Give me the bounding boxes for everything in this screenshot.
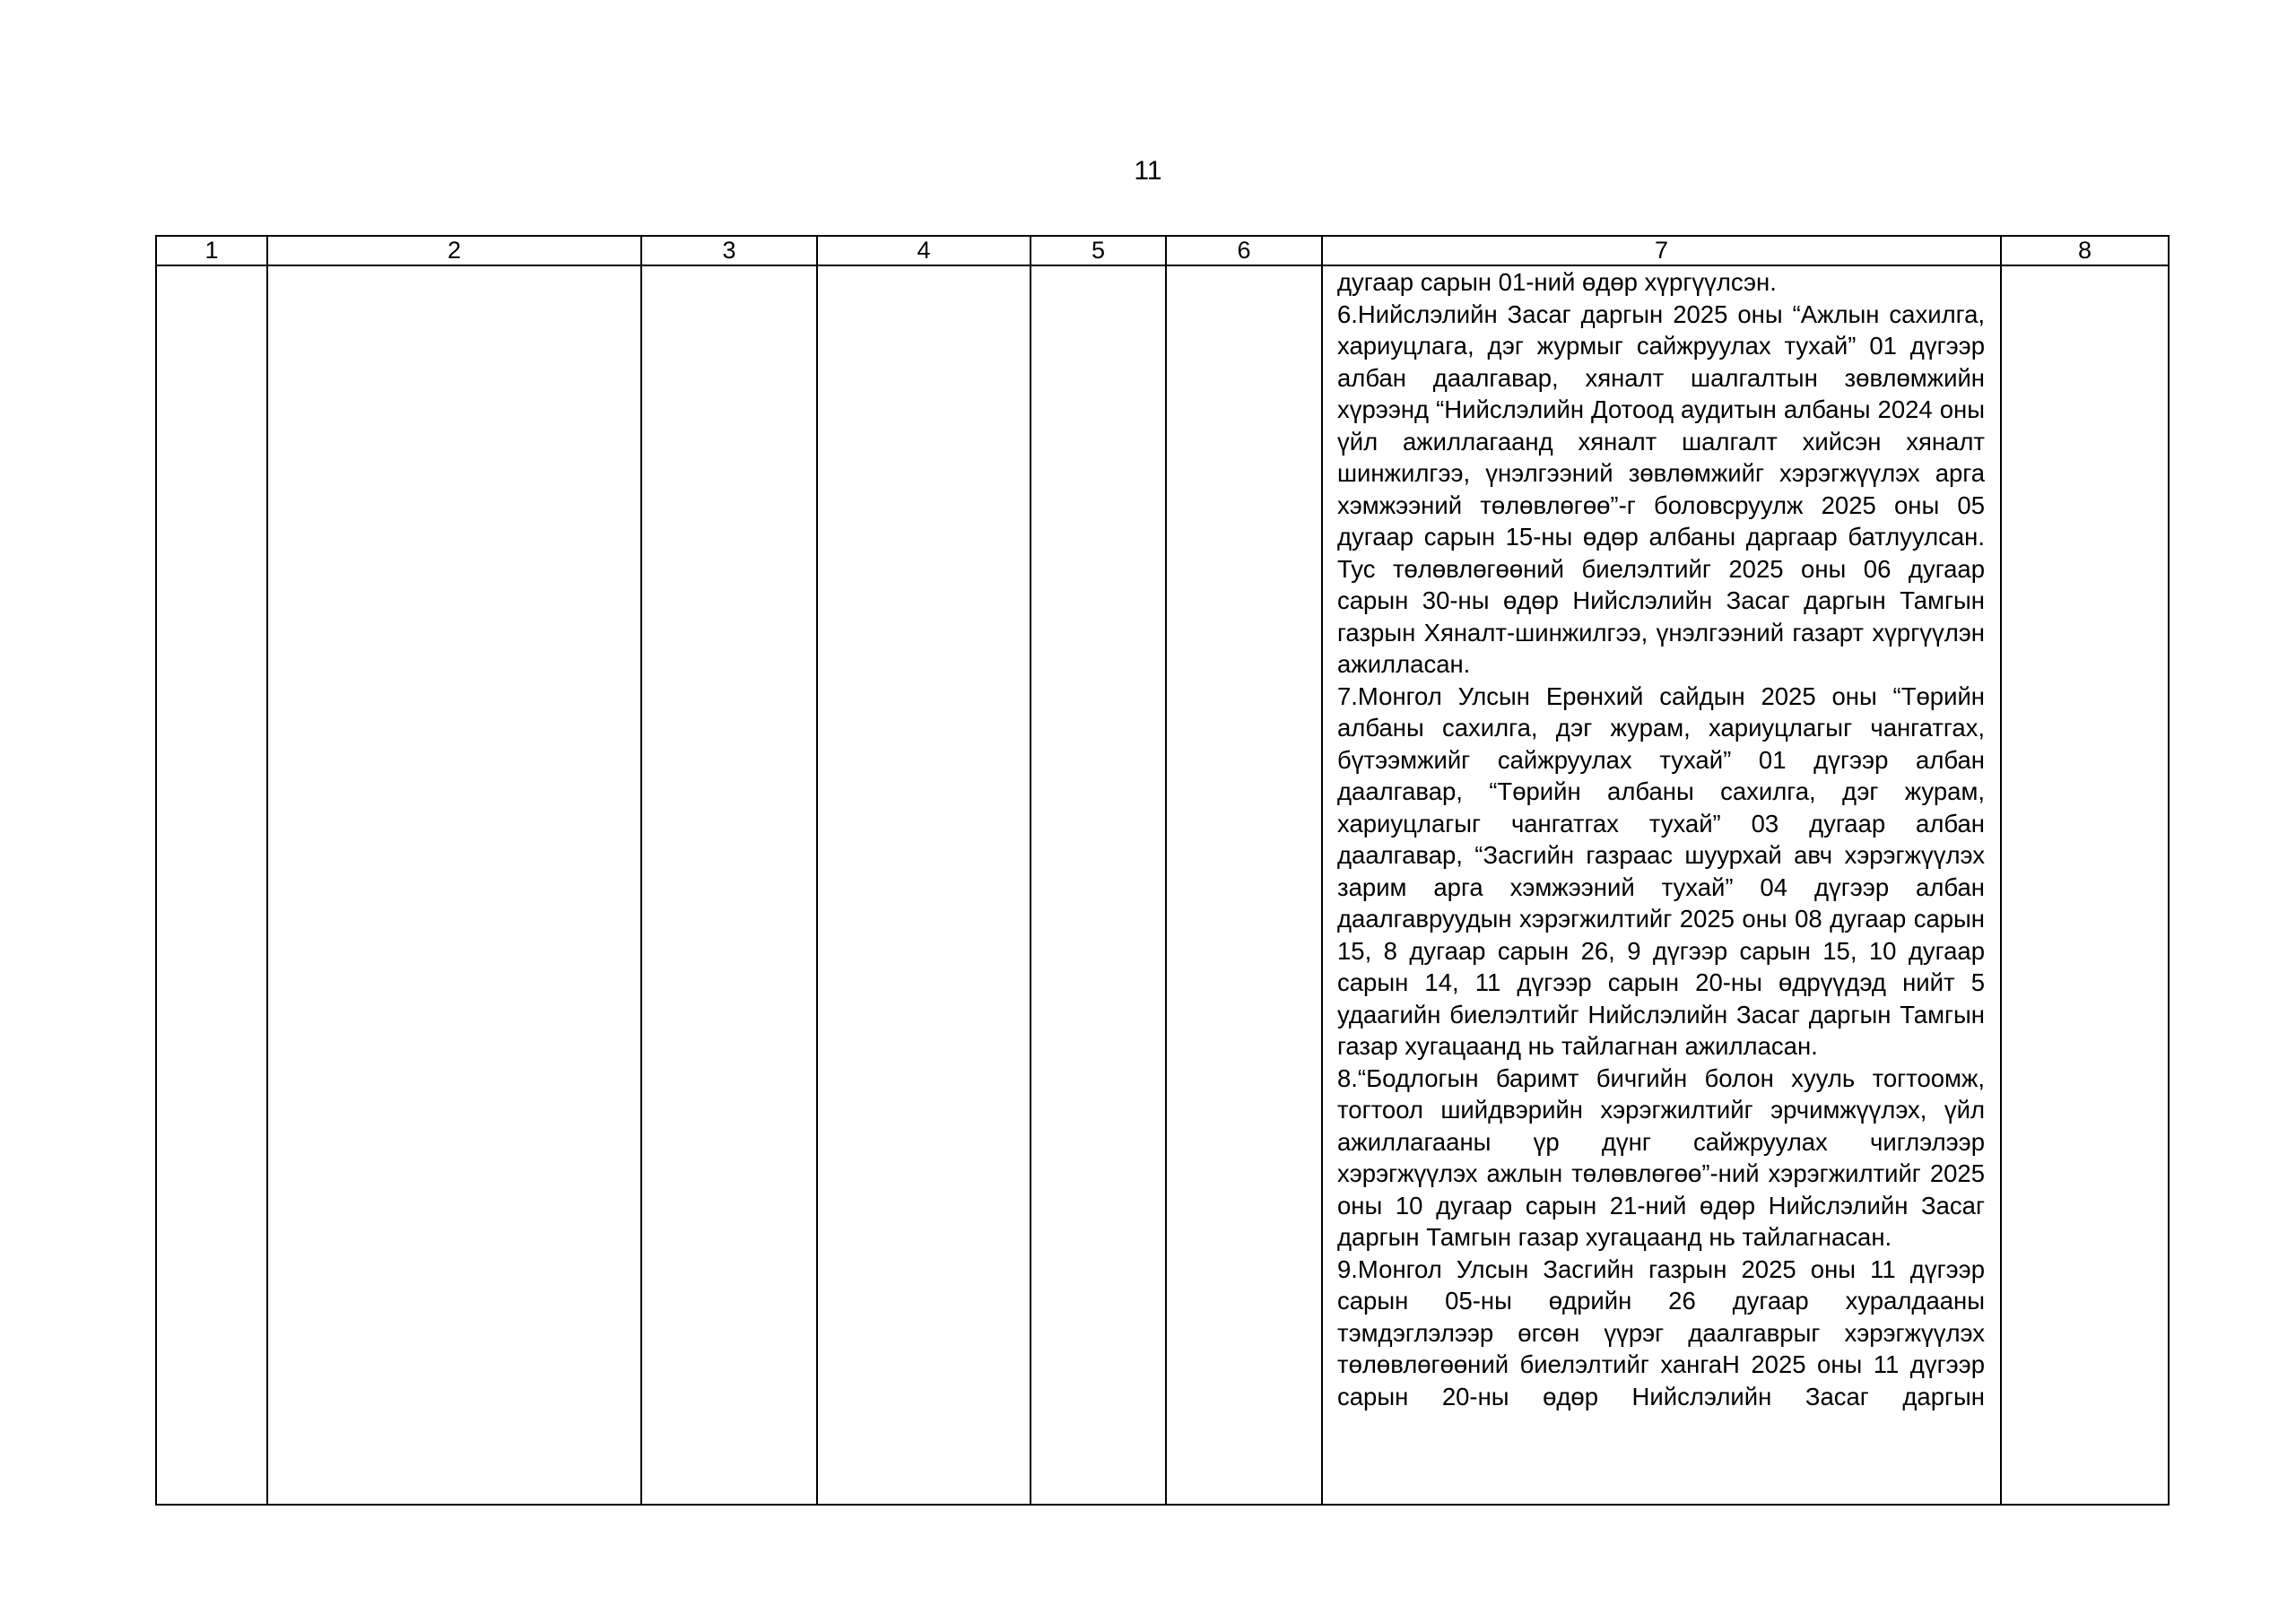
cell-col-8 — [2001, 265, 2169, 1505]
cell-col-6 — [1166, 265, 1322, 1505]
paragraph-item-8: 8.“Бодлогын баримт бичгийн болон хууль тогтоомж, тогтоол шийдвэрийн хэрэгжилтийг эрчимжүүлэх, үйл ажиллагааны үр дүнг сайжруулах чиглэлээр хэрэгжүүлэх ажлын төлөвлөгөө”-ний хэрэгжилтийг 2025 оны 10 дугаар сарын 21-ний өдөр Нийслэлийн Засаг даргын Тамгын газар хугацаанд нь тайлагнасан. — [1337, 1063, 1985, 1251]
paragraph-item-9: 9.Монгол Улсын Засгийн газрын 2025 оны 11 дүгээр сарын 05-ны өдрийн 26 дугаар хуралдааны тэмдэглэлээр өгсөн үүрэг даалгаврыг хэрэгжүүлэх төлөвлөгөөний биелэлтийг хангаН 2025 оны 11 дүгээр сарын 20-ны өдөр Нийслэлийн Засаг даргын — [1337, 1254, 1985, 1410]
column-header-2: 2 — [267, 236, 641, 265]
cell-col-7 — [1322, 265, 2001, 1505]
cell-col-3 — [641, 265, 817, 1505]
paragraph-item-7: 7.Монгол Улсын Ерөнхий сайдын 2025 оны “Төрийн албаны сахилга, дэг журам, хариуцлагыг чангатгах, бүтээмжийг сайжруулах тухай” 01 дүгээр албан даалгавар, “Төрийн албаны сахилга, дэг журам, хариуцлагыг чангатгах тухай” 03 дугаар албан даалгавар, “Засгийн газраас шуурхай авч хэрэгжүүлэх зарим арга хэмжээний тухай” 04 дүгээр албан даалгавруудын хэрэгжилтийг 2025 оны 08 дугаар сарын 15, 8 дугаар сарын 26, 9 дүгээр сарын 15, 10 дугаар сарын 14, 11 дүгээр сарын 20-ны өдрүүдэд нийт 5 удаагийн биелэлтийг Нийслэлийн Засаг даргын Тамгын газар хугацаанд нь тайлагнан ажилласан. — [1337, 681, 1985, 1060]
cell-col-4 — [817, 265, 1031, 1505]
column-header-6: 6 — [1166, 236, 1322, 265]
table-row — [156, 265, 2169, 1505]
column-header-8: 8 — [2001, 236, 2169, 265]
column-header-4: 4 — [817, 236, 1031, 265]
cell-col-2 — [267, 265, 641, 1505]
page-number: 11 — [1134, 156, 1162, 186]
column-header-1: 1 — [156, 236, 267, 265]
cell-col-1 — [156, 265, 267, 1505]
column-header-3: 3 — [641, 236, 817, 265]
column-header-7: 7 — [1322, 236, 2001, 265]
paragraph-item-6: 6.Нийслэлийн Засаг даргын 2025 оны “Ажлын сахилга, хариуцлага, дэг журмыг сайжруулах тухай” 01 дүгээр албан даалгавар, хяналт шалгалтын зөвлөмжийн хүрээнд “Нийслэлийн Дотоод аудитын албаны 2024 оны үйл ажиллагаанд хяналт шалгалт хийсэн хяналт шинжилгээ, үнэлгээний зөвлөмжийг хэрэгжүүлэх арга хэмжээний төлөвлөгөө”-г боловсруулж 2025 оны 05 дугаар сарын 15-ны өдөр албаны даргаар батлуулсан. Тус төлөвлөгөөний биелэлтийг 2025 оны 06 дугаар сарын 30-ны өдөр Нийслэлийн Засаг даргын Тамгын газрын Хяналт-шинжилгээ, үнэлгээний газарт хүргүүлэн ажилласан. — [1337, 299, 1985, 678]
paragraph-continuation: дугаар сарын 01-ний өдөр хүргүүлсэн. — [1337, 268, 1777, 296]
cell-col-5 — [1031, 265, 1166, 1505]
report-table — [155, 235, 2170, 1506]
column-number-row — [156, 236, 2169, 265]
column-header-5: 5 — [1031, 236, 1166, 265]
